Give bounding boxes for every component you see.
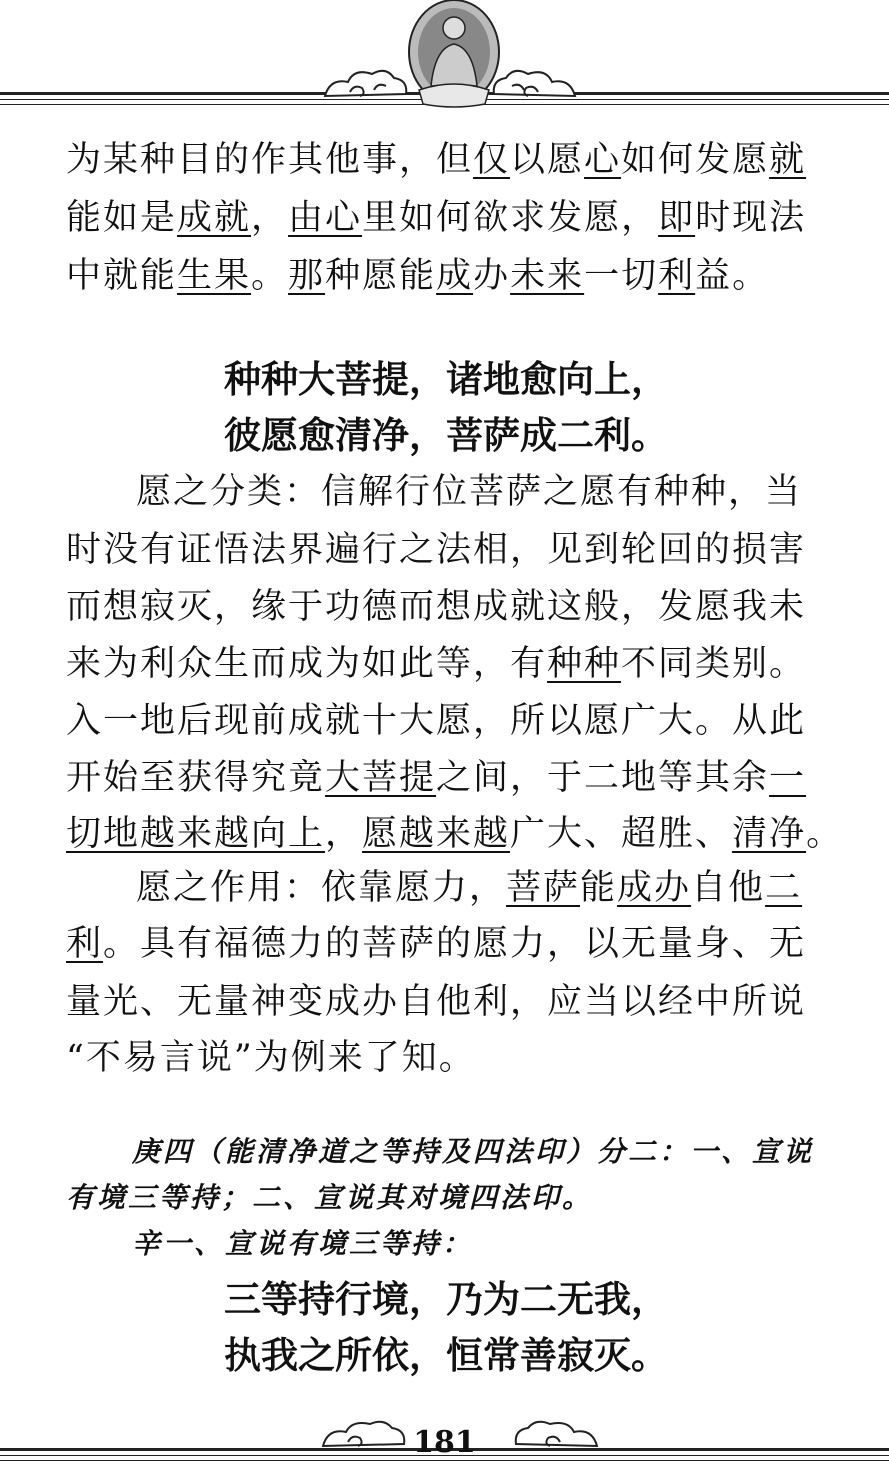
page-number: 181 [413,1425,476,1460]
paragraph-1-line-3: 中就能生果。那种愿能成办未来一切利益。 [66,256,770,296]
cloud-right-icon [490,66,580,102]
paragraph-2-line-5: 入一地后现前成就十大愿，所以愿广大。从此 [66,701,807,741]
verse-1-line-2: 彼愿愈清净，菩萨成二利。 [224,414,668,457]
paragraph-3-line-2: 利。具有福德力的菩萨的愿力，以无量身、无 [66,924,807,964]
header-ornament [0,0,889,115]
paragraph-2-line-3: 而想寂灭，缘于功德而想成就这般，发愿我未 [66,587,807,627]
paragraph-3-line-1: 愿之作用：依靠愿力，菩萨能成办自他二 [136,868,803,908]
paragraph-1-line-2: 能如是成就，由心里如何欲求发愿，即时现法 [66,198,807,238]
subsection-heading: 辛一、宣说有境三等持： [132,1227,474,1260]
paragraph-1-line-1: 为某种目的作其他事，但仅以愿心如何发愿就 [66,140,807,180]
paragraph-3-line-3: 量光、无量神变成办自他利，应当以经中所说 [66,982,807,1022]
verse-1-line-1: 种种大菩提，诸地愈向上， [224,358,668,401]
paragraph-3-line-4: “不易言说”为例来了知。 [66,1038,476,1078]
section-heading-line-2: 有境三等持；二、宣说其对境四法印。 [66,1181,594,1214]
section-heading-line-1: 庚四（能清净道之等持及四法印）分二：一、宣说 [132,1135,815,1168]
paragraph-2-line-7: 切地越来越向上，愿越来越广大、超胜、清净。 [66,814,844,854]
paragraph-2-line-4: 来为利众生而成为如此等，有种种不同类别。 [66,644,807,684]
verse-2-line-2: 执我之所依，恒常善寂灭。 [224,1334,668,1377]
paragraph-2-line-6: 开始至获得究竟大菩提之间，于二地等其余一 [66,758,807,798]
paragraph-2-line-2: 时没有证悟法界遍行之法相，见到轮回的损害 [66,530,807,570]
paragraph-2-line-1: 愿之分类：信解行位菩萨之愿有种种，当 [136,472,803,512]
verse-2-line-1: 三等持行境，乃为二无我， [224,1278,668,1321]
buddha-emblem-icon [405,0,503,112]
cloud-left-icon [320,66,410,102]
